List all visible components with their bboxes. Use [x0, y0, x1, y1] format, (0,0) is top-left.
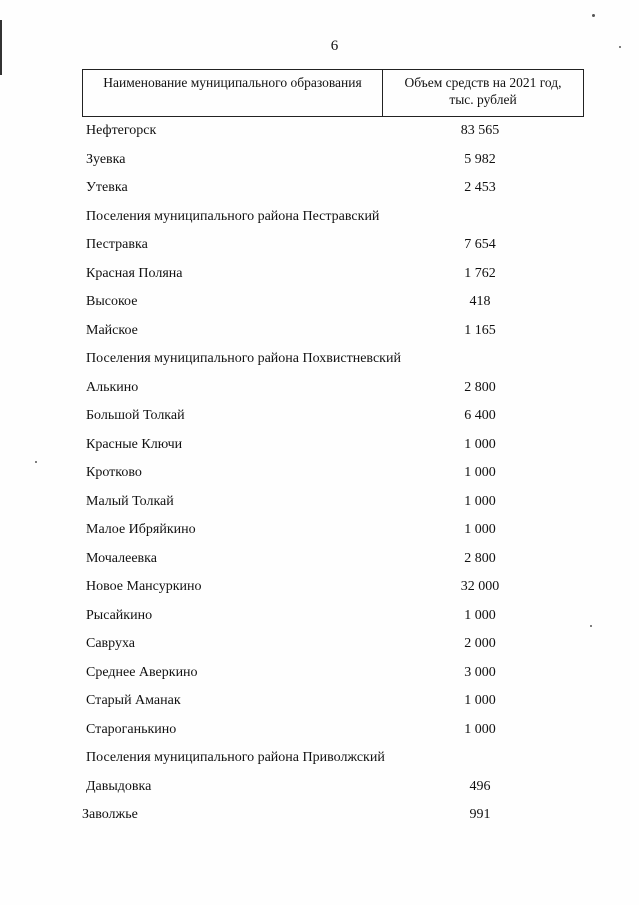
table-row [0, 488, 639, 517]
funding-amount: 32 000 [460, 579, 500, 594]
header-name-column [83, 70, 383, 116]
funding-amount: 496 [469, 778, 491, 794]
funding-amount: 1 165 [464, 322, 496, 338]
group-heading-row [0, 203, 639, 232]
municipality-name: Красная Поляна [86, 265, 183, 281]
municipality-name: Среднее Аверкино [86, 664, 198, 680]
table-row [0, 117, 639, 146]
group-heading: Поселения муниципального района Пестравский [86, 208, 380, 224]
municipality-name: Зуевка [86, 151, 126, 167]
funding-amount: 1 000 [464, 522, 496, 537]
funding-amount: 2 453 [464, 180, 496, 195]
table-row [0, 174, 639, 203]
funding-amount: 1 000 [464, 721, 496, 737]
funding-amount: 1 000 [464, 493, 496, 509]
municipality-name: Малый Толкай [86, 493, 174, 509]
table-row [0, 687, 639, 716]
scan-speck [619, 46, 621, 48]
municipality-name: Утевка [86, 180, 128, 195]
municipality-name: Кротково [86, 465, 142, 480]
funding-amount: 1 000 [464, 465, 496, 480]
header-name-label: Наименование муниципального образования [103, 75, 362, 90]
funding-amount: 3 000 [464, 664, 496, 680]
table-row [0, 431, 639, 460]
group-heading-row [0, 345, 639, 374]
table-row [0, 231, 639, 260]
table-body [0, 117, 639, 830]
municipality-name: Высокое [86, 294, 138, 309]
table-row [0, 716, 639, 745]
municipality-name: Большой Толкай [86, 408, 185, 423]
table-row [0, 630, 639, 659]
funding-amount: 418 [469, 294, 491, 309]
table-row [0, 659, 639, 688]
page-number: 6 [330, 38, 339, 54]
municipality-name: Малое Ибряйкино [86, 522, 196, 537]
group-heading-row [0, 744, 639, 773]
scan-speck [590, 625, 592, 627]
funding-amount: 2 800 [464, 550, 496, 566]
municipality-name: Давыдовка [86, 778, 152, 794]
table-row [0, 146, 639, 175]
header-amount-label-line1: Объем средств на 2021 год, [404, 75, 562, 90]
funding-amount: 1 000 [464, 436, 496, 452]
funding-amount: 991 [469, 807, 491, 822]
municipality-name: Красные Ключи [86, 436, 183, 452]
table-row [0, 801, 639, 830]
municipality-name: Пестравка [86, 237, 148, 252]
table-row [0, 317, 639, 346]
group-heading: Поселения муниципального района Похвистневский [86, 351, 401, 366]
table-header [82, 69, 584, 117]
funding-amount: 1 000 [464, 693, 496, 708]
header-amount-label-line2: тыс. рублей [449, 92, 517, 107]
municipality-name: Алькино [86, 379, 139, 395]
table-row [0, 288, 639, 317]
municipality-name: Нефтегорск [86, 123, 157, 138]
table-row [0, 374, 639, 403]
table-row [0, 545, 639, 574]
municipality-name: Мочалеевка [86, 550, 157, 566]
municipality-name: Староганькино [86, 721, 177, 737]
municipality-name: Заволжье [82, 807, 138, 822]
scan-speck [35, 461, 37, 463]
funding-amount: 5 982 [464, 151, 496, 167]
funding-amount: 1 762 [464, 265, 496, 281]
table-row [0, 459, 639, 488]
header-amount-column [383, 70, 583, 116]
municipality-name: Рысайкино [86, 607, 153, 623]
funding-amount: 7 654 [464, 237, 496, 252]
table-row [0, 516, 639, 545]
funding-amount: 1 000 [464, 607, 496, 623]
municipality-name: Новое Мансуркино [86, 579, 202, 594]
municipality-name: Савруха [86, 636, 136, 651]
group-heading: Поселения муниципального района Приволжский [86, 750, 385, 765]
table-row [0, 573, 639, 602]
municipality-name: Старый Аманак [86, 693, 181, 708]
table-row [0, 773, 639, 802]
table-row [0, 260, 639, 289]
funding-amount: 83 565 [460, 123, 500, 138]
funding-amount: 2 800 [464, 379, 496, 395]
municipality-name: Майское [86, 322, 138, 338]
funding-amount: 2 000 [464, 636, 496, 651]
table-row [0, 402, 639, 431]
scan-speck [592, 14, 595, 17]
funding-amount: 6 400 [464, 408, 496, 423]
table-row [0, 602, 639, 631]
